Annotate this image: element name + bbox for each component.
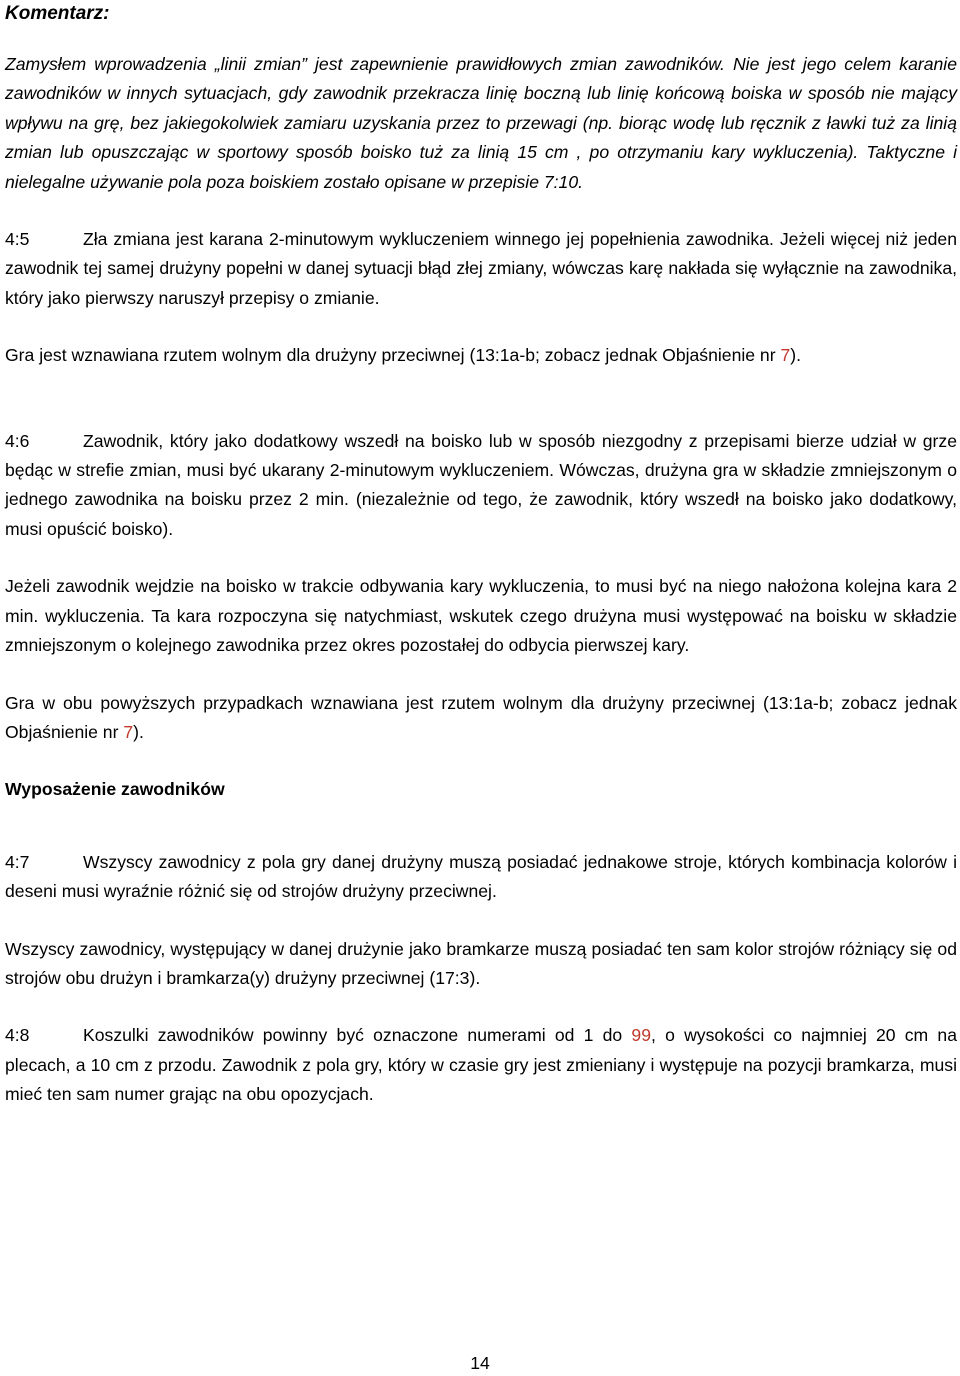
rule-4-6-number: 4:6 <box>5 430 30 451</box>
document-page <box>5 0 957 1110</box>
rule-4-6-text: Zawodnik, który jako dodatkowy wszedł na boisko lub w sposób niezgodny z przepisami bierze udział w grze będąc w strefie zmian, musi być ukarany 2-minutowym wykluczeniem. Wówczas, drużyna gra w składzie zmniejszonym o jednego zawodnika na boisku przez 2 min. (niezależnie od tego, że zawodnik, który wszedł na boisko jako dodatkowy, musi opuścić boisko). <box>5 430 957 539</box>
rule-4-5-number: 4:5 <box>5 229 30 250</box>
comment-body: Zamysłem wprowadzenia „linii zmian” jest zapewnienie prawidłowych zmian zawodników. Nie jest jego celem karanie zawodników w innych sytuacjach, gdy zawodnik przekracza linię boczną lub linię końcową boiska w sposób nie mający wpływu na grę, bez jakiegokolwiek zamiaru uzyskania przez to przewagi (np. biorąc wodę lub ręcznik z ławki tuż za linią zmian lub opuszczając w sportowy sposób boisko tuż za linią 15 cm , po otrzymaniu kary wykluczenia). Taktyczne i nielegalne używanie pola poza boiskiem zostało opisane w przepisie 7:10. <box>5 54 957 192</box>
rule-4-5-restart-tail: ). <box>790 345 802 366</box>
rule-4-5-text: Zła zmiana jest karana 2-minutowym wykluczeniem winnego jej popełnienia zawodnika. Jeżeli więcej niż jeden zawodnik tej samej drużyny popełni w danej sytuacji błąd złej zmiany, wówczas karę nakłada się wyłącznie na zawodnika, który jako pierwszy naruszył przepisy o zmianie. <box>5 229 957 308</box>
rule-4-7-second-paragraph: Wszyscy zawodnicy, występujący w danej drużynie jako bramkarze muszą posiadać ten sam kolor strojów różniący się od strojów obu drużyn i bramkarza(y) drużyny przeciwnej (17:3). <box>5 938 957 988</box>
rule-4-8-paragraph <box>5 1021 957 1109</box>
rule-4-6-restart-text: Gra w obu powyższych przypadkach wznawiana jest rzutem wolnym dla drużyny przeciwnej (13:1a-b; zobacz jednak Objaśnienie nr <box>5 692 957 742</box>
rule-4-7-paragraph <box>5 848 957 907</box>
rule-4-8-text-before: Koszulki zawodników powinny być oznaczone numerami od 1 do <box>83 1025 632 1046</box>
rule-4-6-restart-tail: ). <box>133 721 144 742</box>
rule-4-8-text-after: , o wysokości co najmniej 20 cm na plecach, a 10 cm z przodu. Zawodnik z pola gry, który w czasie gry jest zmieniany i występuje na pozycji bramkarza, musi mieć ten sam numer grając na obu opozycjach. <box>5 1025 957 1105</box>
rule-4-5-paragraph <box>5 225 957 313</box>
rule-4-6-restart-paragraph <box>5 689 957 748</box>
rule-4-8-number-highlight: 99 <box>631 1025 651 1046</box>
rule-4-5-restart-paragraph <box>5 341 957 370</box>
rule-4-7-number: 4:7 <box>5 851 30 872</box>
equipment-heading: Wyposażenie zawodników <box>5 779 225 800</box>
rule-4-7-text: Wszyscy zawodnicy z pola gry danej drużyny muszą posiadać jednakowe stroje, których kombinacja kolorów i deseni musi wyraźnie różnić się od strojów drużyny przeciwnej. <box>5 851 957 902</box>
rule-4-5-restart-text: Gra jest wznawiana rzutem wolnym dla drużyny przeciwnej (13:1a-b; zobacz jednak Objaśnienie nr <box>5 345 781 366</box>
rule-4-6-paragraph <box>5 427 957 545</box>
rule-4-5-explanation-link[interactable]: 7 <box>780 345 791 366</box>
comment-heading: Komentarz: <box>5 3 110 24</box>
page-number: 14 <box>470 1353 490 1373</box>
rule-4-8-number: 4:8 <box>5 1025 30 1046</box>
rule-4-6-second-paragraph: Jeżeli zawodnik wejdzie na boisko w trakcie odbywania kary wykluczenia, to musi być na niego nałożona kolejna kara 2 min. wykluczenia. Ta kara rozpoczyna się natychmiast, wskutek czego drużyna musi występować na boisku w składzie zmniejszonym o kolejnego zawodnika przez okres pozostałej do odbycia pierwszej kary. <box>5 576 957 656</box>
rule-4-6-explanation-link[interactable]: 7 <box>123 721 134 742</box>
